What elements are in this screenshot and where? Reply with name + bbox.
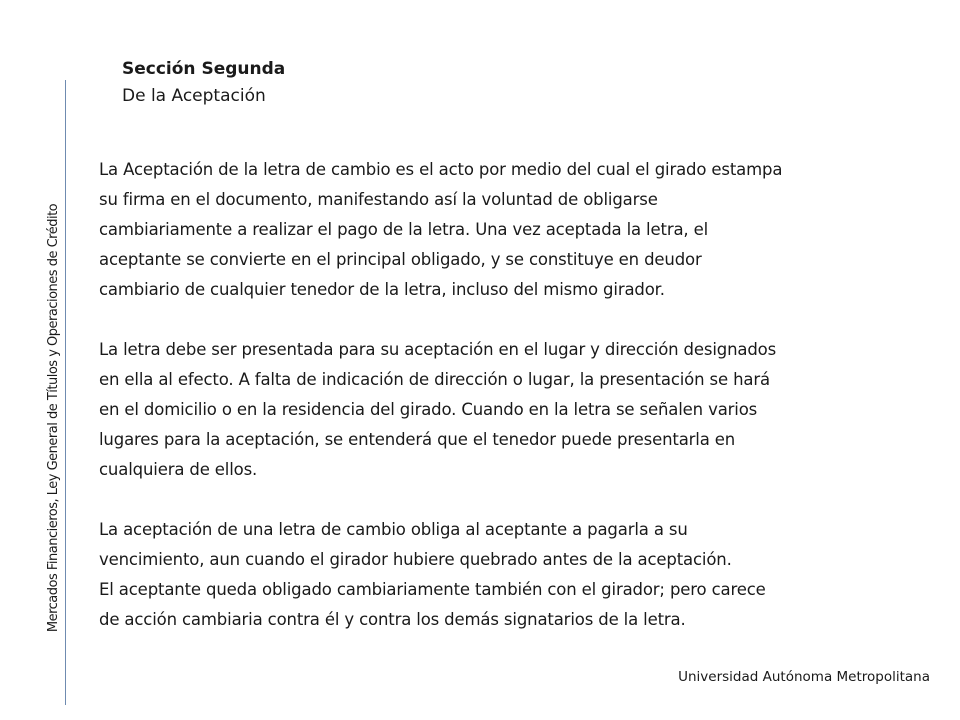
paragraph-line: La aceptación de una letra de cambio obliga al aceptante a pagarla a su (99, 520, 688, 539)
paragraph-3 (99, 515, 929, 635)
side-title: Mercados Financieros, Ley General de Títulos y Operaciones de Crédito (46, 203, 61, 633)
paragraph-line: vencimiento, aun cuando el girador hubiere quebrado antes de la aceptación. (99, 550, 732, 569)
paragraph-line: cambiario de cualquier tenedor de la letra, incluso del mismo girador. (99, 280, 665, 299)
paragraph-line: La Aceptación de la letra de cambio es el acto por medio del cual el girado estampa (99, 160, 783, 179)
section-heading (122, 56, 285, 110)
paragraph-line: aceptante se convierte en el principal obligado, y se constituye en deudor (99, 250, 702, 269)
side-rule (65, 80, 66, 705)
section-subtitle: De la Aceptación (122, 86, 266, 106)
paragraph-line: su firma en el documento, manifestando así la voluntad de obligarse (99, 190, 658, 209)
paragraph-line: en ella al efecto. A falta de indicación de dirección o lugar, la presentación se hará (99, 370, 770, 389)
paragraph-line: cambiariamente a realizar el pago de la letra. Una vez aceptada la letra, el (99, 220, 709, 239)
paragraph-1 (99, 155, 929, 305)
section-title: Sección Segunda (122, 59, 286, 79)
footer-institution: Universidad Autónoma Metropolitana (678, 669, 930, 685)
paragraph-line: La letra debe ser presentada para su aceptación en el lugar y dirección designados (99, 340, 777, 359)
paragraph-line: El aceptante queda obligado cambiariamente también con el girador; pero carece (99, 580, 766, 599)
paragraph-line: lugares para la aceptación, se entenderá que el tenedor puede presentarla en (99, 430, 736, 449)
paragraph-2 (99, 335, 929, 485)
paragraph-line: en el domicilio o en la residencia del girado. Cuando en la letra se señalen varios (99, 400, 758, 419)
paragraph-line: de acción cambiaria contra él y contra los demás signatarios de la letra. (99, 610, 686, 629)
body-text (99, 155, 929, 635)
paragraph-line: cualquiera de ellos. (99, 460, 258, 479)
